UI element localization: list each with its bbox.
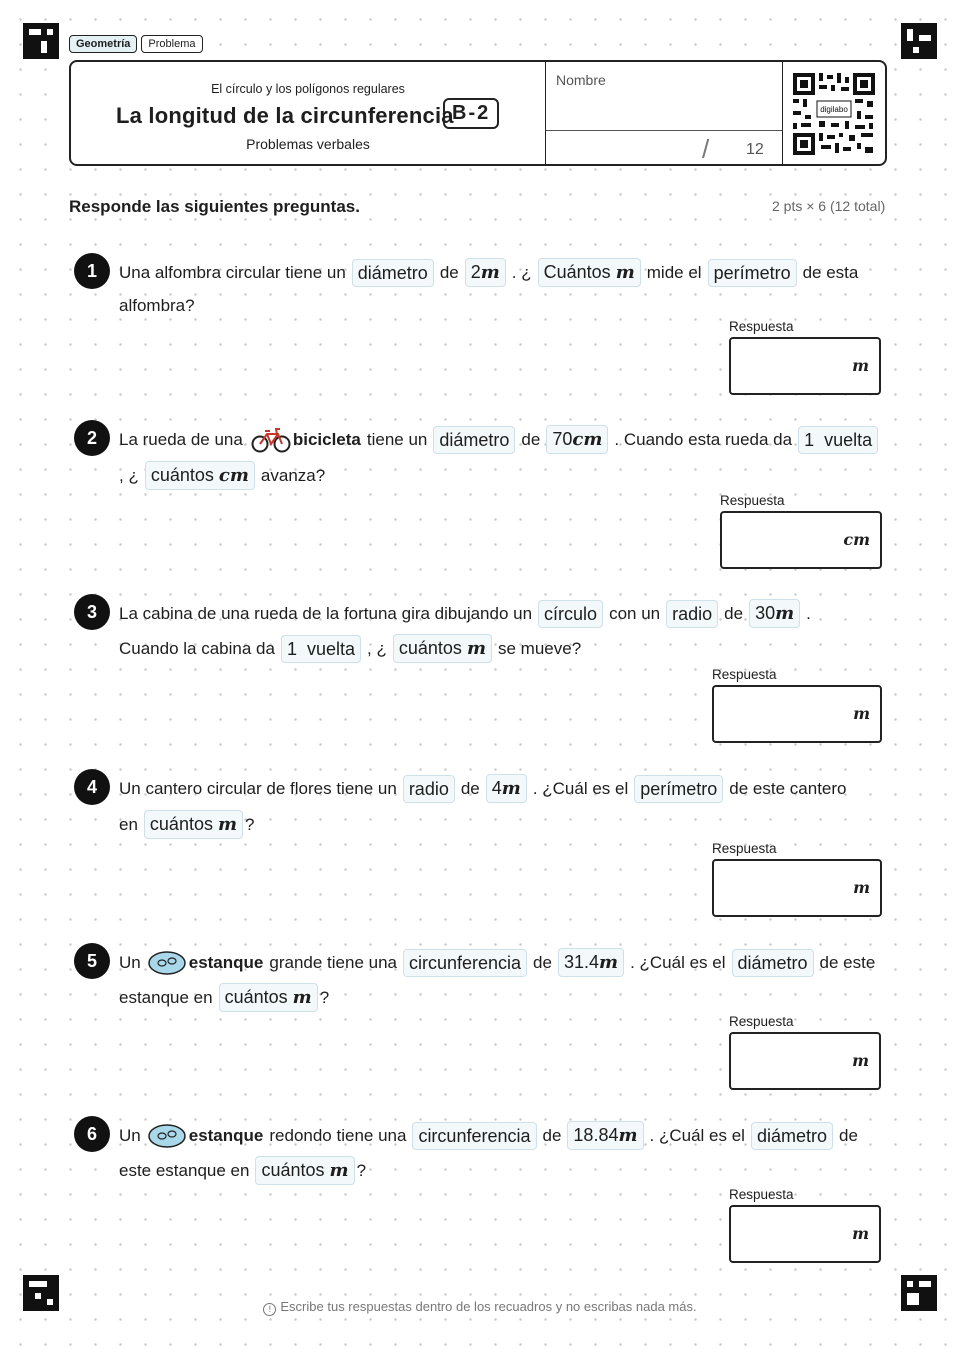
text: , ¿ <box>367 638 387 658</box>
name-label: Nombre <box>556 72 606 88</box>
text: ? <box>245 814 255 834</box>
answer-unit: cm <box>843 530 870 549</box>
text: de <box>533 952 552 972</box>
text: de esta <box>802 262 859 282</box>
text: de <box>838 1125 858 1145</box>
keyword: radio <box>403 775 455 803</box>
keyword <box>219 983 318 1012</box>
answer-box[interactable] <box>729 1032 881 1090</box>
question-number: 5 <box>74 943 110 979</box>
question-text-line2 <box>119 296 195 316</box>
unit: m <box>292 987 312 1008</box>
question-number: 3 <box>74 594 110 630</box>
keyword-text: cuántos <box>150 465 214 485</box>
question-text-line2 <box>119 810 255 839</box>
answer-box[interactable] <box>712 685 882 743</box>
text: La rueda de una <box>119 429 243 449</box>
instructions: Responde las siguientes preguntas. <box>69 197 360 216</box>
text: redondo tiene una <box>269 1125 407 1145</box>
text: de <box>724 603 744 623</box>
value: 31.4 <box>563 952 600 972</box>
text: Una alfombra circular tiene un <box>119 262 346 282</box>
text: . ¿Cuál es el <box>532 778 629 798</box>
unit: m <box>775 603 795 624</box>
keyword-value <box>281 635 361 663</box>
tag-list <box>69 35 203 53</box>
unit: m <box>599 952 619 973</box>
question-text-line2 <box>119 983 329 1012</box>
text: alfombra? <box>119 296 195 315</box>
keyword <box>144 810 243 839</box>
value: 18.84 <box>573 1125 619 1145</box>
pond-icon <box>147 1123 187 1149</box>
answer-box[interactable] <box>712 859 882 917</box>
question-text-line1 <box>119 258 858 287</box>
answer-label: Respuesta <box>720 493 785 508</box>
text: de <box>521 429 541 449</box>
question-number: 2 <box>74 420 110 456</box>
unit: m <box>466 638 486 659</box>
unit: m <box>618 1125 638 1146</box>
keyword-value <box>546 425 608 454</box>
text: grande tiene una <box>269 952 397 972</box>
keyword-bold: bicicleta <box>292 429 361 449</box>
unit: m <box>501 778 521 799</box>
text: de este cantero <box>729 778 847 798</box>
keyword-text: Cuántos <box>543 262 611 282</box>
answer-label: Respuesta <box>729 319 794 334</box>
keyword-bold: estanque <box>188 952 264 972</box>
keyword: radio <box>666 600 718 628</box>
keyword: diámetro <box>352 259 434 287</box>
text: de <box>542 1125 562 1145</box>
unit: m <box>615 262 635 283</box>
score-slash: / <box>702 134 710 164</box>
question-text-line1 <box>119 599 811 628</box>
text: avanza? <box>260 465 326 485</box>
text: . <box>806 603 811 623</box>
keyword-text: vuelta <box>824 429 873 450</box>
question-number: 4 <box>74 769 110 805</box>
text: Cuando la cabina da <box>119 638 275 658</box>
svg-text:digilabo: digilabo <box>820 105 848 114</box>
keyword-value <box>558 948 624 977</box>
text: Un <box>119 1125 141 1145</box>
keyword-text: cuántos <box>398 638 462 658</box>
text: de <box>439 262 459 282</box>
corner-marker-top-right <box>901 23 937 59</box>
value: 1 <box>286 638 297 659</box>
text: de <box>460 778 480 798</box>
footer-note <box>0 1299 960 1316</box>
keyword-value <box>567 1121 643 1150</box>
worksheet-header <box>69 60 887 166</box>
text: con un <box>609 603 661 623</box>
text: , ¿ <box>119 465 139 485</box>
answer-label: Respuesta <box>729 1014 794 1029</box>
keyword-text: cuántos <box>149 814 213 834</box>
points-info: 2 pts × 6 (12 total) <box>772 198 886 214</box>
pond-icon <box>147 950 187 976</box>
text: de este <box>819 952 876 972</box>
value: 70 <box>552 429 573 449</box>
answer-label: Respuesta <box>712 667 777 682</box>
question-text-line2 <box>119 1156 366 1185</box>
unit: cm <box>218 465 249 486</box>
text: Un cantero circular de flores tiene un <box>119 778 397 798</box>
text: estanque en <box>119 987 213 1007</box>
text: . ¿ <box>511 262 532 282</box>
page-title: La longitud de la circunferencia <box>116 103 454 128</box>
value: 30 <box>755 603 776 623</box>
value: 4 <box>491 778 502 798</box>
question-text-line1 <box>119 425 884 454</box>
keyword: perímetro <box>634 775 723 803</box>
keyword: diámetro <box>751 1122 833 1150</box>
unit: m <box>217 814 238 835</box>
answer-unit: m <box>852 1224 869 1243</box>
text: mide el <box>646 262 702 282</box>
keyword-bold: estanque <box>188 1125 264 1145</box>
answer-box[interactable] <box>729 337 881 395</box>
question-number: 6 <box>74 1116 110 1152</box>
keyword <box>393 634 492 663</box>
question-text-line1 <box>119 1121 858 1150</box>
keyword: perímetro <box>708 259 797 287</box>
text: este estanque en <box>119 1160 250 1180</box>
question-text-line1 <box>119 774 847 803</box>
text: en <box>119 814 138 834</box>
question-text-line2 <box>119 461 325 490</box>
header-title-area <box>71 62 545 164</box>
worksheet-code: B-2 <box>443 98 499 129</box>
name-score-area[interactable] <box>545 62 783 164</box>
text: La cabina de una rueda de la fortuna gira dibujando un <box>119 603 533 623</box>
keyword-value <box>749 599 800 628</box>
answer-unit: m <box>853 878 870 897</box>
unit-subtitle: El círculo y los polígonos regulares <box>211 82 405 96</box>
text: . ¿Cuál es el <box>649 1125 745 1145</box>
corner-marker-top-left <box>23 23 59 59</box>
keyword: diámetro <box>433 426 515 454</box>
keyword: círculo <box>538 600 603 628</box>
keyword: diámetro <box>732 949 814 977</box>
keyword-value <box>798 426 878 454</box>
tag-problem: Problema <box>141 35 202 53</box>
value: 2 <box>470 262 481 282</box>
question-number: 1 <box>74 253 110 289</box>
question-text-line1 <box>119 948 875 977</box>
unit: m <box>480 262 500 283</box>
text: . Cuando esta rueda da <box>614 429 793 449</box>
keyword-value <box>465 258 506 287</box>
unit: cm <box>572 429 603 450</box>
answer-unit: m <box>853 704 870 723</box>
answer-box[interactable] <box>729 1205 881 1263</box>
worksheet-category: Problemas verbales <box>246 136 370 152</box>
keyword: circunferencia <box>403 949 527 977</box>
text: ? <box>356 1160 367 1180</box>
keyword <box>538 258 641 287</box>
keyword <box>255 1156 354 1185</box>
text: . ¿Cuál es el <box>630 952 726 972</box>
keyword-text: vuelta <box>307 638 356 659</box>
keyword-text: cuántos <box>261 1160 325 1180</box>
value: 1 <box>804 429 815 450</box>
text: tiene un <box>366 429 428 449</box>
keyword <box>145 461 255 490</box>
answer-label: Respuesta <box>729 1187 794 1202</box>
unit: m <box>329 1160 349 1181</box>
info-icon: ! <box>263 1303 276 1316</box>
bicycle-icon <box>251 426 291 454</box>
text: Un <box>119 952 141 972</box>
text: se mueve? <box>498 638 582 658</box>
keyword-value <box>486 774 527 803</box>
answer-unit: m <box>852 356 869 375</box>
answer-unit: m <box>852 1051 869 1070</box>
answer-box[interactable] <box>720 511 882 569</box>
tag-geometry: Geometría <box>69 35 137 53</box>
qr-code-icon <box>791 71 877 157</box>
question-text-line2 <box>119 634 581 663</box>
text: ? <box>319 987 330 1007</box>
divider <box>546 130 782 131</box>
footer-text: Escribe tus respuestas dentro de los recuadros y no escribas nada más. <box>280 1299 697 1314</box>
score-total: 12 <box>746 141 764 158</box>
keyword: circunferencia <box>412 1122 536 1150</box>
answer-label: Respuesta <box>712 841 777 856</box>
keyword-text: cuántos <box>224 987 288 1007</box>
